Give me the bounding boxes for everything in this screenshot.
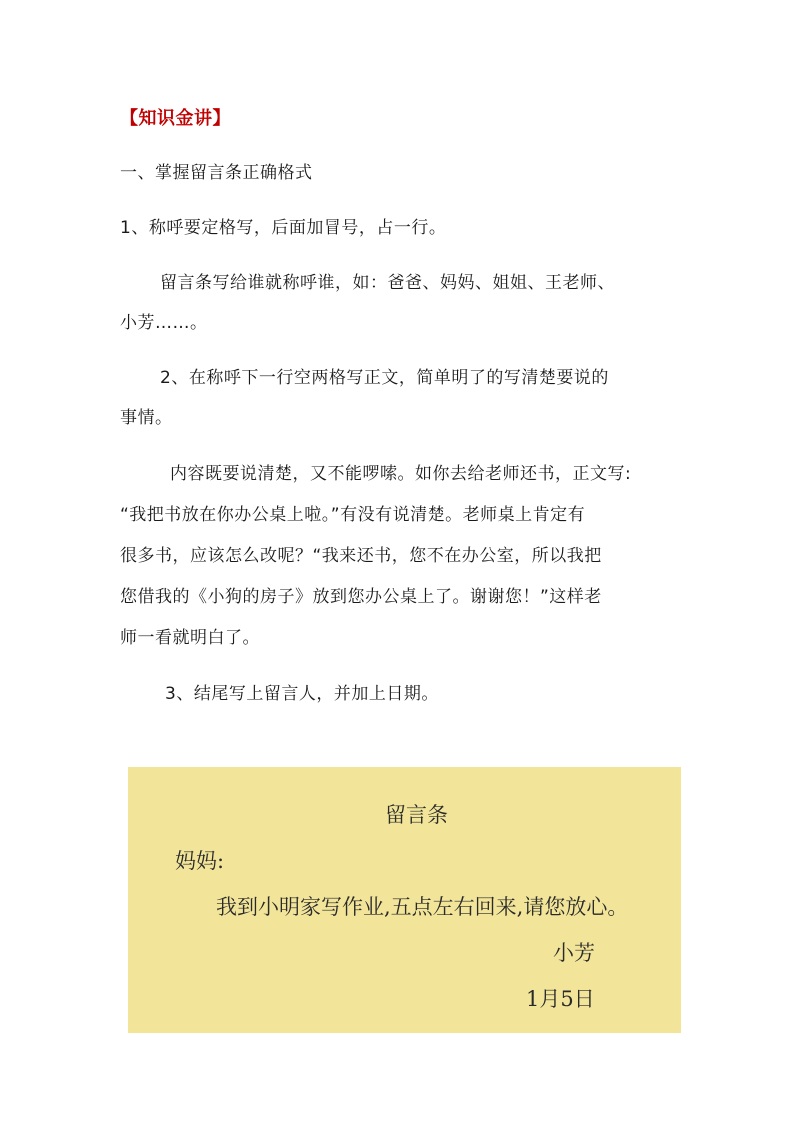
point-2-desc-line-5: 师一看就明白了。	[120, 628, 260, 648]
section-heading: 【知识金讲】	[120, 108, 231, 129]
point-1-desc-line-2: 小芳……。	[120, 313, 208, 333]
subtitle: 一、掌握留言条正确格式	[120, 163, 313, 183]
point-1-desc-line-1: 留言条写给谁就称呼谁，如：爸爸、妈妈、姐姐、王老师、	[160, 273, 615, 293]
note-signature: 小芳	[553, 941, 595, 965]
note-date: 1月5日	[526, 987, 595, 1011]
point-2-line-1: 2、在称呼下一行空两格写正文，简单明了的写清楚要说的	[160, 368, 609, 388]
note-image	[128, 767, 681, 1033]
note-salutation: 妈妈:	[175, 849, 225, 873]
note-title: 留言条	[385, 803, 448, 827]
point-2-line-2: 事情。	[120, 408, 173, 428]
point-2-desc-line-1: 内容既要说清楚，又不能啰嗦。如你去给老师还书，正文写:	[170, 464, 632, 484]
point-2-desc-line-3: 很多书，应该怎么改呢？“我来还书，您不在办公室，所以我把	[120, 546, 602, 566]
point-2-desc-line-2: “我把书放在你办公桌上啦。”有没有说清楚。老师桌上肯定有	[120, 505, 586, 525]
point-2-desc-line-4: 您借我的《小狗的房子》放到您办公桌上了。谢谢您！”这样老	[120, 587, 602, 607]
point-3: 3、结尾写上留言人，并加上日期。	[165, 684, 439, 704]
note-body: 我到小明家写作业,五点左右回来,请您放心。	[216, 895, 629, 919]
point-1: 1、称呼要定格写，后面加冒号，占一行。	[120, 218, 447, 238]
